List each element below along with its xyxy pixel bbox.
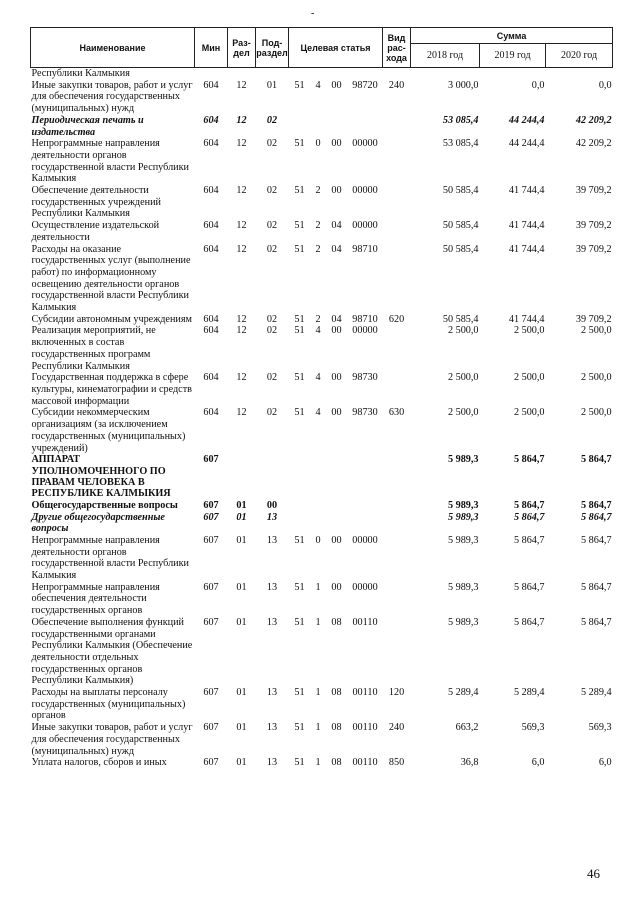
cell-min: 604: [203, 114, 219, 126]
cell-rz: 01: [236, 581, 247, 593]
cell-pr: 02: [266, 220, 278, 232]
cell-b: 1: [315, 687, 321, 699]
cell-c: 08: [331, 722, 342, 734]
cell-s1: 50 585,4: [442, 220, 479, 232]
cell-name: АППАРАТ УПОЛНОМОЧЕННОГО ПО ПРАВАМ ЧЕЛОВЕКА В РЕСПУБЛИКЕ КАЛМЫКИЯ: [31, 454, 171, 500]
cell-d: [348, 454, 383, 500]
cell-s1: 2 500,0: [447, 325, 479, 337]
cell-a: 51: [294, 722, 305, 734]
cell-name: Иные закупки товаров, работ и услуг для обеспечения государственных (муниципальных) нужд: [31, 79, 193, 115]
cell-vid: [383, 500, 411, 512]
cell-s1: 53 085,4: [442, 114, 479, 126]
cell-rz: 01: [236, 499, 247, 511]
cell-rz: 12: [236, 79, 247, 91]
header-vid: Вид рас- хода: [383, 28, 411, 68]
cell-min: 604: [203, 138, 219, 150]
cell-pr: 01: [266, 79, 278, 91]
cell-b: 4: [315, 407, 321, 419]
cell-rz: 12: [236, 313, 247, 325]
table-row: [31, 138, 613, 185]
cell-a: [289, 512, 311, 535]
cell-vid: [383, 372, 411, 407]
cell-min: 607: [203, 511, 219, 523]
cell-s3: 5 289,4: [580, 687, 612, 699]
cell-rz: [228, 68, 256, 80]
cell-b: 2: [315, 243, 321, 255]
cell-vid: 630: [388, 407, 405, 419]
cell-c: 00: [331, 534, 342, 546]
header-tselevaya: Целевая статья: [289, 28, 383, 68]
cell-b: 0: [315, 534, 321, 546]
cell-c: [326, 512, 348, 535]
cell-pr: 13: [266, 616, 278, 628]
table-row: [31, 325, 613, 372]
cell-vid: [383, 220, 411, 243]
cell-c: 08: [331, 616, 342, 628]
cell-c: [326, 68, 348, 80]
cell-a: 51: [294, 687, 305, 699]
cell-c: 00: [331, 79, 342, 91]
cell-s3: [546, 68, 613, 80]
cell-d: 00000: [352, 325, 378, 337]
cell-pr: 13: [266, 511, 278, 523]
cell-c: 00: [331, 325, 342, 337]
header-razdel: Раз- дел: [228, 28, 256, 68]
cell-rz: 01: [236, 757, 247, 769]
cell-rz: 01: [236, 534, 247, 546]
cell-b: 2: [315, 313, 321, 325]
cell-c: [326, 454, 348, 500]
cell-a: 51: [294, 243, 305, 255]
cell-rz: 01: [236, 687, 247, 699]
cell-vid: 240: [388, 722, 405, 734]
cell-c: 08: [331, 757, 342, 769]
cell-vid: 850: [388, 757, 405, 769]
cell-vid: 240: [388, 79, 405, 91]
cell-s1: [411, 68, 480, 80]
cell-name: Уплата налогов, сборов и иных: [31, 757, 167, 769]
cell-a: 51: [294, 534, 305, 546]
cell-d: 00110: [352, 757, 378, 769]
cell-min: 604: [203, 313, 219, 325]
cell-a: 51: [294, 325, 305, 337]
cell-s1: 3 000,0: [447, 79, 479, 91]
cell-pr: 13: [266, 534, 278, 546]
cell-rz: 12: [236, 114, 247, 126]
cell-s1: 50 585,4: [442, 243, 479, 255]
cell-b: 4: [315, 325, 321, 337]
cell-min: 607: [203, 534, 219, 546]
top-mark: -: [311, 8, 315, 19]
cell-c: 04: [331, 243, 342, 255]
cell-b: [311, 68, 326, 80]
cell-c: 00: [331, 407, 342, 419]
table-row: [31, 314, 613, 326]
cell-b: 1: [315, 722, 321, 734]
table-row: [31, 687, 613, 722]
table-row: [31, 80, 613, 115]
cell-rz: 12: [236, 220, 247, 232]
cell-vid: [383, 535, 411, 582]
cell-vid: [383, 582, 411, 617]
cell-pr: 13: [266, 757, 278, 769]
cell-d: [348, 500, 383, 512]
cell-c: 04: [331, 220, 342, 232]
cell-min: 607: [203, 499, 219, 511]
cell-vid: 620: [388, 313, 405, 325]
cell-s2: 44 244,4: [508, 114, 545, 126]
cell-pr: 02: [266, 325, 278, 337]
cell-d: 98710: [352, 313, 378, 325]
cell-s2: 5 864,7: [513, 499, 545, 511]
header-summa: Сумма: [411, 28, 613, 44]
cell-min: 604: [203, 220, 219, 232]
cell-s3: 0,0: [598, 79, 612, 91]
cell-min: 604: [203, 185, 219, 197]
cell-b: 2: [315, 185, 321, 197]
cell-a: 51: [294, 138, 305, 150]
cell-a: [289, 454, 311, 500]
cell-d: [348, 512, 383, 535]
cell-d: 98730: [352, 372, 378, 384]
cell-min: 604: [203, 407, 219, 419]
header-podrazdel: Под- раздел: [256, 28, 289, 68]
cell-a: 51: [294, 313, 305, 325]
cell-s1: 50 585,4: [442, 313, 479, 325]
cell-name: Периодическая печать и издательства: [31, 114, 144, 138]
cell-s1: 663,2: [455, 722, 479, 734]
cell-s2: 569,3: [521, 722, 545, 734]
cell-min: [195, 68, 228, 80]
cell-pr: 13: [266, 687, 278, 699]
header-name: Наименование: [31, 28, 195, 68]
cell-s1: 5 989,3: [447, 511, 479, 523]
cell-rz: 01: [236, 511, 247, 523]
cell-a: [289, 115, 311, 138]
cell-s3: 5 864,7: [580, 581, 612, 593]
cell-s2: 41 744,4: [508, 313, 545, 325]
table-row: [31, 757, 613, 769]
cell-s3: 5 864,7: [580, 454, 612, 466]
cell-s2: 6,0: [531, 757, 545, 769]
cell-s3: 2 500,0: [580, 372, 612, 384]
cell-s3: 5 864,7: [580, 616, 612, 628]
cell-b: 4: [315, 79, 321, 91]
cell-rz: 12: [236, 325, 247, 337]
table-row: [31, 722, 613, 757]
cell-d: 00110: [352, 616, 378, 628]
cell-min: 604: [203, 325, 219, 337]
cell-s2: 5 864,7: [513, 511, 545, 523]
table-row: [31, 372, 613, 407]
cell-d: 00000: [352, 220, 378, 232]
cell-b: 2: [315, 220, 321, 232]
cell-pr: 02: [266, 407, 278, 419]
cell-name: Другие общегосударственные вопросы: [31, 511, 165, 535]
cell-s3: 6,0: [598, 757, 612, 769]
cell-b: [311, 115, 326, 138]
cell-a: 51: [294, 372, 305, 384]
header-year-2018: 2018 год: [411, 44, 480, 68]
cell-vid: [383, 244, 411, 314]
cell-name: Республики Калмыкия: [31, 68, 130, 79]
cell-vid: [383, 454, 411, 500]
cell-s1: 5 989,3: [447, 534, 479, 546]
cell-a: [289, 68, 311, 80]
cell-s3: 5 864,7: [580, 534, 612, 546]
cell-s2: 2 500,0: [513, 407, 545, 419]
table-row: [31, 512, 613, 535]
cell-s2: 0,0: [531, 79, 545, 91]
table-row: [31, 115, 613, 138]
cell-pr: 02: [266, 243, 278, 255]
cell-s2: 2 500,0: [513, 372, 545, 384]
cell-c: [326, 115, 348, 138]
cell-pr: [256, 68, 289, 80]
cell-d: [348, 115, 383, 138]
cell-c: 00: [331, 138, 342, 150]
cell-name: Субсидии некоммерческим организациям (за исключением государственных (муниципальных) учреждений): [31, 407, 186, 454]
cell-c: 00: [331, 372, 342, 384]
table-row: [31, 407, 613, 454]
cell-s1: 5 989,3: [447, 499, 479, 511]
cell-s1: 53 085,4: [442, 138, 479, 150]
cell-s3: 42 209,2: [575, 114, 612, 126]
cell-name: Государственная поддержка в сфере культуры, кинематографии и средств массовой информации: [31, 372, 192, 407]
table-row: [31, 68, 613, 80]
cell-rz: 12: [236, 185, 247, 197]
cell-b: 1: [315, 757, 321, 769]
cell-s3: 42 209,2: [575, 138, 612, 150]
cell-rz: 12: [236, 138, 247, 150]
cell-s2: 41 744,4: [508, 185, 545, 197]
cell-name: Обеспечение выполнения функций государственными органами Республики Калмыкия (Обеспечение деятельности отдельных государственных органов Республики Калмыкия): [31, 616, 193, 687]
cell-s3: 2 500,0: [580, 407, 612, 419]
cell-c: [326, 500, 348, 512]
cell-s1: 2 500,0: [447, 407, 479, 419]
cell-s2: 5 289,4: [513, 687, 545, 699]
cell-pr: 02: [266, 372, 278, 384]
table-row: [31, 582, 613, 617]
cell-s2: 44 244,4: [508, 138, 545, 150]
cell-b: 1: [315, 616, 321, 628]
cell-a: 51: [294, 616, 305, 628]
cell-s3: 39 709,2: [575, 220, 612, 232]
cell-s3: 5 864,7: [580, 511, 612, 523]
cell-d: [348, 68, 383, 80]
cell-pr: 02: [266, 313, 278, 325]
cell-min: 607: [203, 757, 219, 769]
cell-rz: 01: [236, 722, 247, 734]
cell-pr: 02: [266, 185, 278, 197]
header-year-2019: 2019 год: [480, 44, 546, 68]
cell-name: Непрограммные направления деятельности органов государственной власти Республики Калмыкия: [31, 138, 190, 185]
cell-d: 00110: [352, 722, 378, 734]
cell-pr: 13: [266, 722, 278, 734]
cell-name: Иные закупки товаров, работ и услуг для обеспечения государственных (муниципальных) нужд: [31, 722, 193, 757]
cell-d: 00000: [352, 581, 378, 593]
cell-d: 00000: [352, 534, 378, 546]
cell-pr: 00: [266, 499, 278, 511]
cell-c: 08: [331, 687, 342, 699]
cell-s2: 5 864,7: [513, 616, 545, 628]
cell-pr: 02: [266, 114, 278, 126]
cell-s2: 5 864,7: [513, 581, 545, 593]
cell-s1: 5 989,3: [447, 581, 479, 593]
cell-b: 0: [315, 138, 321, 150]
cell-vid: [383, 115, 411, 138]
table-row: [31, 244, 613, 314]
cell-name: Общегосударственные вопросы: [31, 499, 178, 511]
cell-s1: 5 989,3: [447, 616, 479, 628]
cell-s1: 36,8: [460, 757, 479, 769]
cell-c: 04: [331, 313, 342, 325]
cell-s1: 50 585,4: [442, 185, 479, 197]
cell-vid: [383, 617, 411, 687]
cell-name: Субсидии автономным учреждениям: [31, 313, 192, 325]
cell-min: 607: [203, 581, 219, 593]
cell-min: 607: [203, 454, 219, 466]
cell-b: 1: [315, 581, 321, 593]
cell-pr: 13: [266, 581, 278, 593]
cell-a: 51: [294, 220, 305, 232]
cell-vid: [383, 512, 411, 535]
cell-b: 4: [315, 372, 321, 384]
table-row: [31, 535, 613, 582]
cell-vid: [383, 68, 411, 80]
cell-s1: 5 989,3: [447, 454, 479, 466]
cell-s2: [480, 68, 546, 80]
cell-pr: [256, 454, 289, 500]
cell-name: Непрограммные направления деятельности органов государственной власти Республики Калмыкия: [31, 534, 190, 582]
header-min: Мин: [195, 28, 228, 68]
table-row: [31, 500, 613, 512]
cell-a: 51: [294, 757, 305, 769]
cell-rz: 01: [236, 616, 247, 628]
cell-rz: [228, 454, 256, 500]
cell-s2: 2 500,0: [513, 325, 545, 337]
cell-s2: 41 744,4: [508, 243, 545, 255]
cell-b: [311, 500, 326, 512]
cell-d: 98720: [352, 79, 378, 91]
cell-d: 00000: [352, 185, 378, 197]
cell-d: 98730: [352, 407, 378, 419]
cell-s2: 5 864,7: [513, 534, 545, 546]
table-row: [31, 454, 613, 500]
cell-a: 51: [294, 407, 305, 419]
page-number: 46: [587, 866, 600, 881]
cell-d: 00000: [352, 138, 378, 150]
cell-d: 00110: [352, 687, 378, 699]
cell-min: 604: [203, 372, 219, 384]
cell-s3: 39 709,2: [575, 185, 612, 197]
cell-vid: [383, 325, 411, 372]
cell-vid: [383, 138, 411, 185]
cell-name: Обеспечение деятельности государственных учреждений Республики Калмыкия: [31, 185, 161, 220]
cell-min: 604: [203, 243, 219, 255]
cell-a: [289, 500, 311, 512]
cell-b: [311, 512, 326, 535]
cell-name: Реализация мероприятий, не включенных в состав государственных программ Республики Калмыкия: [31, 325, 156, 372]
cell-s1: 2 500,0: [447, 372, 479, 384]
cell-d: 98710: [352, 243, 378, 255]
cell-s3: 39 709,2: [575, 243, 612, 255]
cell-s3: 5 864,7: [580, 499, 612, 511]
cell-s3: 569,3: [588, 722, 612, 734]
cell-c: 00: [331, 185, 342, 197]
cell-a: 51: [294, 185, 305, 197]
cell-rz: 12: [236, 407, 247, 419]
cell-rz: 12: [236, 243, 247, 255]
cell-s3: 39 709,2: [575, 313, 612, 325]
cell-rz: 12: [236, 372, 247, 384]
table-row: [31, 617, 613, 687]
cell-b: [311, 454, 326, 500]
cell-s2: 5 864,7: [513, 454, 545, 466]
header-year-2020: 2020 год: [546, 44, 613, 68]
budget-table: [30, 27, 613, 769]
cell-min: 607: [203, 722, 219, 734]
cell-min: 604: [203, 79, 219, 91]
cell-name: Расходы на оказание государственных услуг (выполнение работ) по информационному освещению деятельности органов государственной власти Республики Калмыкия: [31, 243, 191, 314]
cell-name: Осуществление издательской деятельности: [31, 220, 160, 243]
cell-min: 607: [203, 687, 219, 699]
cell-min: 607: [203, 616, 219, 628]
cell-s1: 5 289,4: [447, 687, 479, 699]
cell-name: Непрограммные направления обеспечения деятельности государственных органов: [31, 581, 160, 617]
cell-s3: 2 500,0: [580, 325, 612, 337]
cell-s2: 41 744,4: [508, 220, 545, 232]
cell-a: 51: [294, 581, 305, 593]
cell-name: Расходы на выплаты персоналу государственных (муниципальных) органов: [31, 687, 186, 722]
cell-vid: 120: [388, 687, 405, 699]
cell-a: 51: [294, 79, 305, 91]
table-row: [31, 185, 613, 220]
table-row: [31, 220, 613, 243]
cell-pr: 02: [266, 138, 278, 150]
cell-vid: [383, 185, 411, 220]
cell-c: 00: [331, 581, 342, 593]
